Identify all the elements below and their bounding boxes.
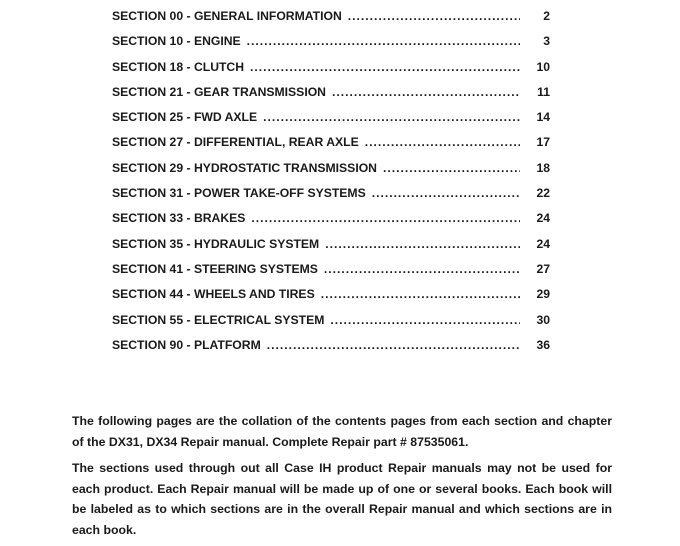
toc-dot-leader: [324, 262, 520, 276]
toc-entry[interactable]: [112, 85, 550, 110]
toc-entry-page: 2: [543, 9, 550, 23]
toc-entry[interactable]: [112, 211, 550, 236]
toc-entry-page: 11: [537, 84, 550, 99]
toc-dot-leader: [348, 9, 520, 23]
toc-entry-page: 27: [536, 261, 550, 276]
toc-dot-leader: [325, 237, 520, 251]
toc-dot-leader: [321, 287, 520, 301]
toc-entry-title: SECTION 18 - CLUTCH: [112, 59, 245, 74]
sections-note: The sections used through out all Case IH product Repair manuals may not be used for each product. Each Repair manual will be made up of one or several books. Each book will be labeled as to which sections are in the overall Repair manual and which sections are in each book.: [72, 461, 612, 537]
toc-entry-page: 18: [536, 160, 550, 175]
toc-entry-page: 14: [536, 110, 550, 125]
toc-entry[interactable]: [112, 9, 550, 34]
toc-entry[interactable]: [112, 338, 550, 363]
toc-entry-title: SECTION 55 - ELECTRICAL SYSTEM: [112, 312, 325, 327]
toc-entry[interactable]: [112, 135, 550, 160]
toc-entry[interactable]: [112, 237, 550, 262]
toc-entry-title: SECTION 29 - HYDROSTATIC TRANSMISSION: [112, 160, 377, 175]
toc-dot-leader: [332, 85, 520, 99]
notes-block: [72, 411, 612, 546]
toc-entry[interactable]: [112, 34, 550, 59]
toc-entry[interactable]: [112, 313, 550, 338]
toc-dot-leader: [330, 313, 520, 327]
toc-dot-leader: [365, 135, 520, 149]
toc-entry-title: SECTION 44 - WHEELS AND TIRES: [112, 287, 315, 302]
toc-entry[interactable]: [112, 262, 550, 287]
toc-entry-title: SECTION 41 - STEERING SYSTEMS: [112, 261, 318, 276]
toc-entry-page: 3: [543, 34, 550, 49]
toc-entry-page: 30: [536, 312, 550, 327]
toc-dot-leader: [247, 34, 520, 48]
toc-entry-page: 29: [536, 287, 550, 302]
toc-entry-title: SECTION 33 - BRAKES: [112, 211, 246, 226]
toc-entry-title: SECTION 31 - POWER TAKE-OFF SYSTEMS: [112, 186, 366, 201]
toc-entry[interactable]: [112, 60, 550, 85]
toc-entry[interactable]: [112, 287, 550, 312]
toc-entry-title: SECTION 90 - PLATFORM: [112, 337, 261, 352]
toc-dot-leader: [250, 60, 520, 74]
table-of-contents: [112, 9, 550, 363]
toc-entry[interactable]: [112, 110, 550, 135]
toc-entry-page: 22: [536, 186, 550, 201]
toc-entry-title: SECTION 10 - ENGINE: [112, 34, 241, 49]
toc-dot-leader: [383, 161, 520, 175]
toc-entry-page: 17: [536, 135, 550, 150]
toc-entry-page: 24: [536, 236, 550, 251]
toc-entry[interactable]: [112, 161, 550, 186]
toc-dot-leader: [263, 110, 520, 124]
toc-entry-title: SECTION 27 - DIFFERENTIAL, REAR AXLE: [112, 135, 359, 150]
toc-entry-page: 36: [536, 337, 550, 352]
toc-dot-leader: [251, 211, 520, 225]
toc-entry[interactable]: [112, 186, 550, 211]
toc-entry-title: SECTION 21 - GEAR TRANSMISSION: [112, 84, 326, 99]
toc-entry-page: 10: [536, 59, 550, 74]
toc-dot-leader: [372, 186, 520, 200]
toc-entry-title: SECTION 00 - GENERAL INFORMATION: [112, 9, 342, 23]
toc-entry-page: 24: [536, 211, 550, 226]
toc-dot-leader: [267, 338, 520, 352]
collation-note: The following pages are the collation of the contents pages from each section and chapter of the DX31, DX34 Repair manual. Complete Repair part # 87535061.: [72, 414, 612, 449]
toc-entry-title: SECTION 35 - HYDRAULIC SYSTEM: [112, 236, 320, 251]
toc-entry-title: SECTION 25 - FWD AXLE: [112, 110, 258, 125]
